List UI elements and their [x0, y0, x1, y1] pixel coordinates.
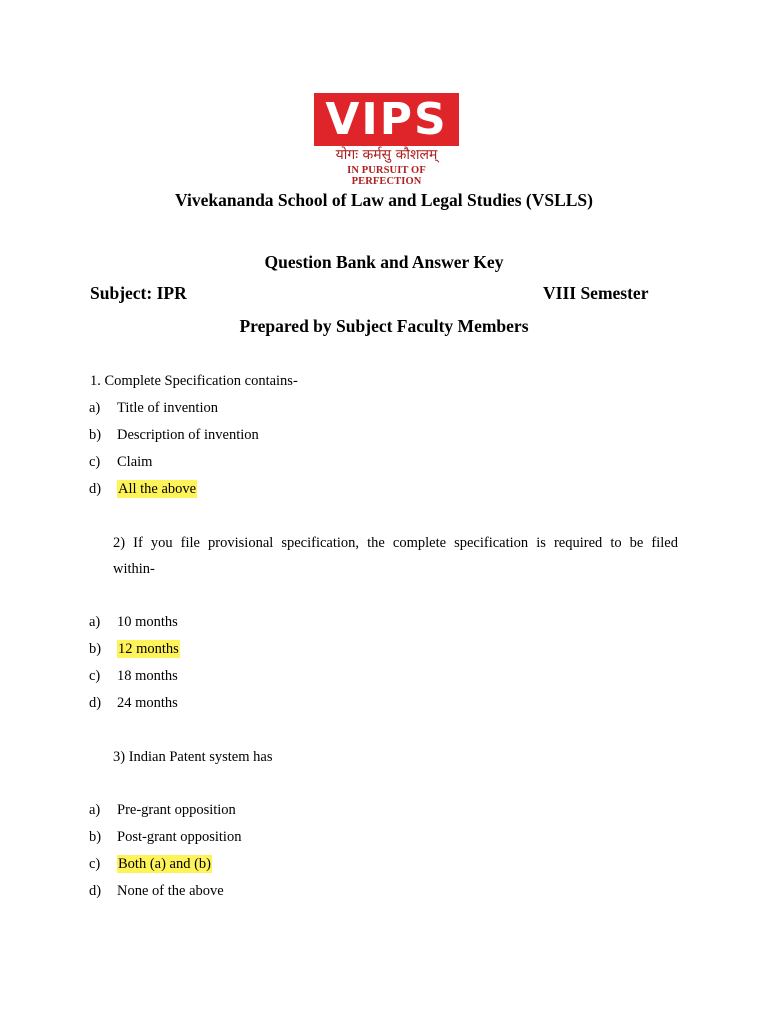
semester-label: VIII Semester [543, 283, 649, 303]
question-2-prompt-line1: 2) If you file provisional specification, the complete specification is required to be filed [113, 535, 678, 551]
subject-label: Subject: IPR [90, 283, 187, 303]
question-1-option-c: Claim [117, 454, 153, 470]
question-1-option-d-letter: d) [89, 481, 102, 497]
question-3-prompt: 3) Indian Patent system has [113, 749, 273, 765]
question-2-option-b-letter: b) [89, 641, 102, 657]
question-3-option-d: None of the above [117, 883, 224, 899]
question-3-option-b-letter: b) [89, 829, 102, 845]
question-3-option-a-letter: a) [89, 802, 101, 818]
question-1-option-d: All the above [118, 481, 197, 497]
question-3-option-d-letter: d) [89, 883, 102, 899]
question-3-option-c: Both (a) and (b) [118, 856, 212, 872]
question-2-option-c-letter: c) [89, 668, 101, 684]
question-2-prompt-line2: within- [113, 561, 155, 577]
question-2-option-b: 12 months [118, 641, 179, 657]
question-1-option-a: Title of invention [117, 400, 218, 416]
question-3-option-a: Pre-grant opposition [117, 802, 236, 818]
logo-motto: योगः कर्मसु कौशलम् [335, 147, 438, 163]
logo-mark: VIPS [325, 93, 448, 145]
prepared-by: Prepared by Subject Faculty Members [239, 316, 529, 336]
question-3-option-c-letter: c) [89, 856, 101, 872]
question-2-option-a: 10 months [117, 614, 178, 630]
question-2-option-a-letter: a) [89, 614, 101, 630]
question-1-option-b: Description of invention [117, 427, 259, 443]
question-1-answer-highlight [117, 482, 197, 497]
question-2-option-c: 18 months [117, 668, 178, 684]
school-name: Vivekananda School of Law and Legal Studies (VSLLS) [175, 190, 593, 210]
vips-logo [314, 93, 459, 146]
question-3-answer-highlight [117, 857, 212, 872]
question-1-option-c-letter: c) [89, 454, 101, 470]
question-1-prompt: 1. Complete Specification contains- [90, 373, 298, 389]
document-title: Question Bank and Answer Key [264, 252, 504, 272]
logo-tagline: IN PURSUIT OF PERFECTION [347, 165, 426, 187]
question-2-option-d-letter: d) [89, 695, 102, 711]
question-2-option-d: 24 months [117, 695, 178, 711]
question-1-option-a-letter: a) [89, 400, 101, 416]
question-3-option-b: Post-grant opposition [117, 829, 242, 845]
question-1-option-b-letter: b) [89, 427, 102, 443]
question-2-answer-highlight [117, 642, 180, 657]
